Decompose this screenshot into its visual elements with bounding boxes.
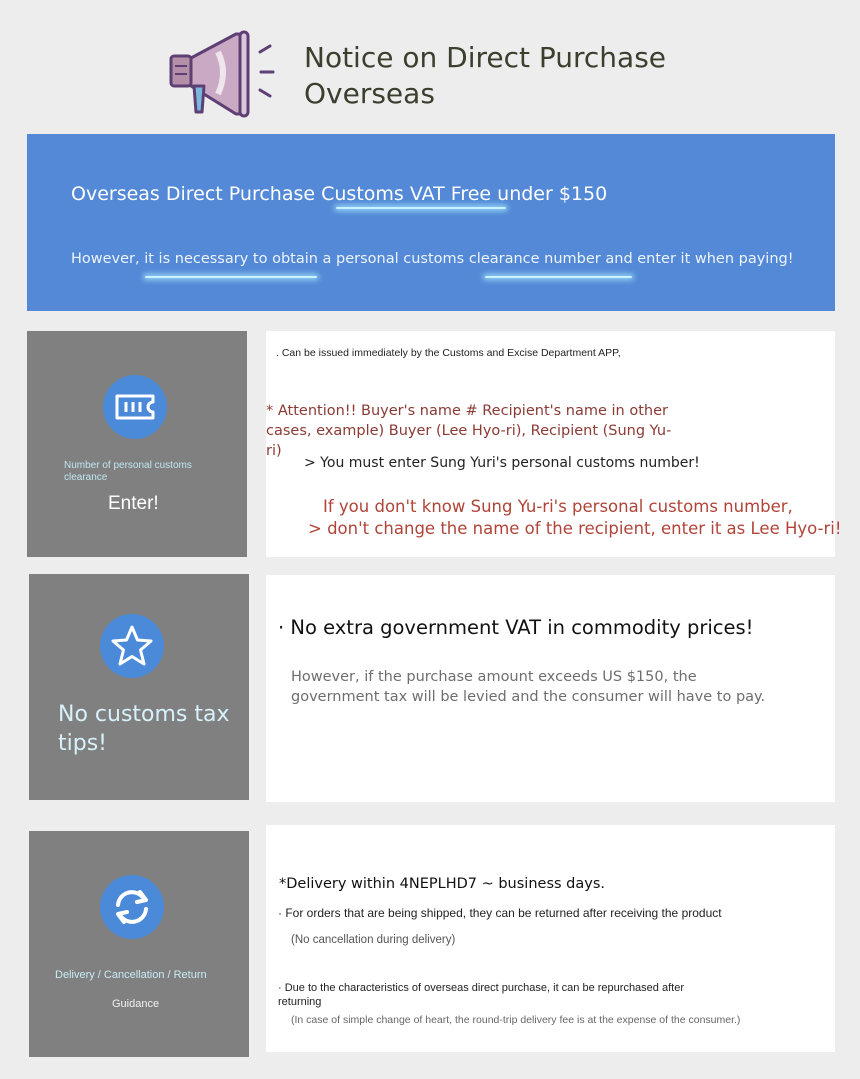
tax-tips-side-panel: [29, 574, 249, 800]
star-icon: [100, 614, 164, 678]
customs-number-side-panel: [27, 331, 247, 557]
tax-levy-note: However, if the purchase amount exceeds US $150, the government tax will be levied and the consumer will have to pay.: [291, 669, 766, 705]
no-cancellation-note: (No cancellation during delivery): [291, 934, 456, 946]
delivery-fee-note: (In case of simple change of heart, the round-trip delivery fee is at the expense of the consumer.): [291, 1014, 741, 1026]
delivery-time-headline: *Delivery within 4NEPLHD7 ~ business days.: [279, 876, 605, 892]
warning-line-1: If you don't know Sung Yu-ri's personal customs number,: [323, 497, 793, 516]
page-title-line-2: Overseas: [304, 77, 435, 110]
customs-number-enter-label: Enter!: [108, 493, 159, 514]
delivery-side-sublabel: Guidance: [112, 998, 160, 1010]
page-title-line-1: Notice on Direct Purchase: [304, 41, 667, 74]
vat-free-banner: [27, 134, 835, 311]
megaphone-icon: [160, 28, 280, 124]
banner-note-highlight: [145, 276, 317, 278]
banner-highlight: [336, 207, 506, 209]
delivery-side-panel: [29, 831, 249, 1057]
issue-info-text: . Can be issued immediately by the Customs and Excise Department APP,: [276, 347, 621, 359]
banner-note-highlight: [485, 276, 632, 278]
ticket-icon: [103, 375, 167, 439]
attention-note: * Attention!! Buyer's name # Recipient's name in other cases, example) Buyer (Lee Hyo-ri), Recipient (Sung Yu-ri): [266, 403, 672, 459]
refresh-icon: [100, 875, 164, 939]
tax-tips-side-label: No customs tax tips!: [58, 702, 230, 756]
repurchase-note: · Due to the characteristics of overseas direct purchase, it can be repurchased after returning: [278, 982, 684, 1008]
customs-number-side-label: Number of personal customs clearance: [64, 460, 192, 483]
no-vat-headline: · No extra government VAT in commodity prices!: [278, 616, 754, 639]
warning-line-2: > don't change the name of the recipient, enter it as Lee Hyo-ri!: [308, 519, 842, 538]
banner-headline: Overseas Direct Purchase Customs VAT Free under $150: [71, 183, 608, 205]
banner-note: However, it is necessary to obtain a personal customs clearance number and enter it when paying!: [71, 251, 794, 267]
return-after-receipt-note: · For orders that are being shipped, they can be returned after receiving the product: [278, 906, 722, 920]
delivery-side-label: Delivery / Cancellation / Return: [55, 969, 207, 981]
must-enter-note: > You must enter Sung Yuri's personal customs number!: [304, 455, 700, 471]
page-title: [304, 40, 724, 112]
